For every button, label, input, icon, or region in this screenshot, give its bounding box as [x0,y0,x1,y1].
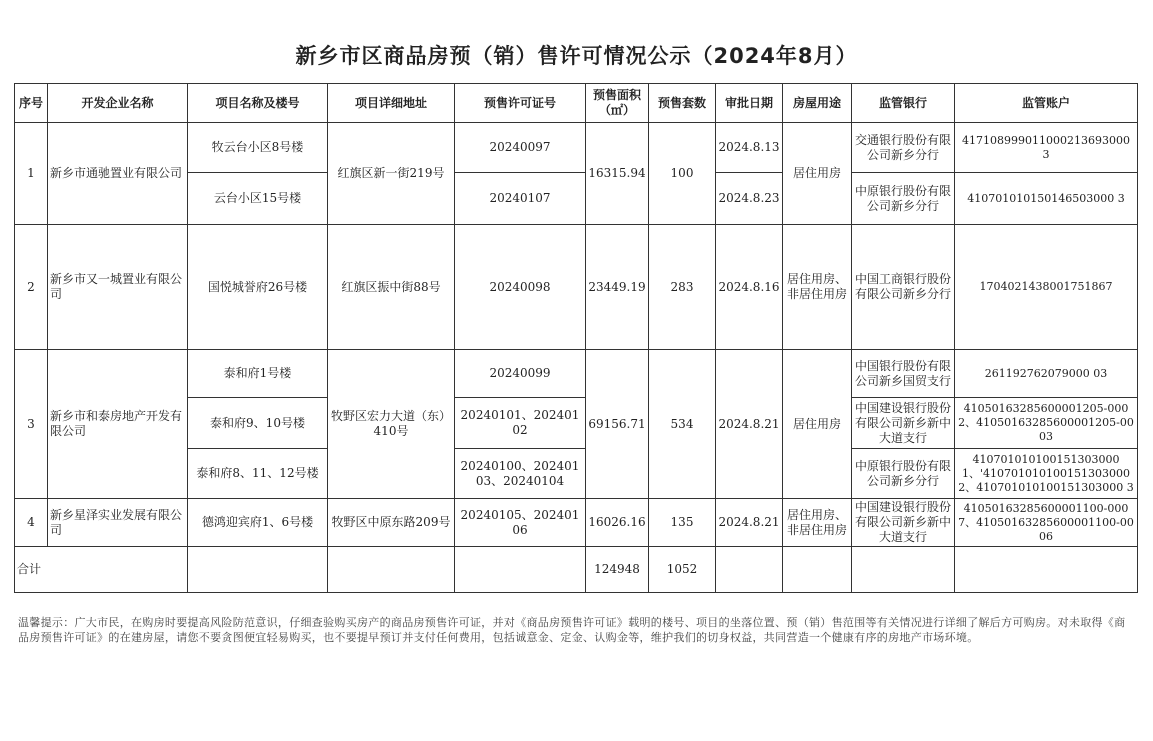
permit-cell: 20240099 [455,350,586,398]
notice-text: 温馨提示：广大市民，在购房时要提高风险防范意识，仔细查验购买房产的商品房预售许可证，并对《商品房预售许可证》载明的楼号、项目的坐落位置、预（销）售范围等有关情况进行详细了解后方可购房。对未取得《商品房预售许可证》的在建房屋，请您不要贪图便宜轻易购买，也不要提早预订并支付任何费用，包括诚意金、定金、认购金等，维护我们的切身权益，共同营造一个健康有序的房地产市场环境。 [18,616,1126,644]
account-cell: 261192762079000 03 [955,350,1138,398]
total-row [15,547,1138,593]
header-row [15,84,1138,123]
permit-table [14,83,1138,593]
permit-cell: 20240105、20240106 [455,499,586,547]
area-cell: 16026.16 [586,499,649,547]
date-cell: 2024.8.13 [716,123,783,173]
col-header-address: 项目详细地址 [328,84,455,123]
address-cell: 牧野区宏力大道（东）410号 [328,350,455,499]
permit-cell: 20240107 [455,173,586,225]
project-cell: 国悦城誉府26号楼 [188,225,328,350]
col-header-units: 预售套数 [649,84,716,123]
bank-cell: 中国工商银行股份有限公司新乡分行 [852,225,955,350]
permit-cell: 20240100、20240103、20240104 [455,449,586,499]
page-title: 新乡市区商品房预（销）售许可情况公示（2024年8月） [295,44,858,68]
table-row [15,499,1138,547]
usage-cell: 居住用房、非居住用房 [783,225,852,350]
usage-cell: 居住用房、非居住用房 [783,499,852,547]
col-header-account: 监管账户 [955,84,1138,123]
col-header-date: 审批日期 [716,84,783,123]
permit-cell: 20240097 [455,123,586,173]
total-area: 124948 [586,547,649,593]
account-cell: 417108999011000213693000 3 [955,123,1138,173]
total-units: 1052 [649,547,716,593]
project-cell: 云台小区15号楼 [188,173,328,225]
date-cell: 2024.8.23 [716,173,783,225]
area-cell: 23449.19 [586,225,649,350]
project-cell: 泰和府9、10号楼 [188,398,328,449]
col-header-permit: 预售许可证号 [455,84,586,123]
project-cell: 德鸿迎宾府1、6号楼 [188,499,328,547]
units-cell: 100 [649,123,716,225]
usage-cell: 居住用房 [783,123,852,225]
total-label: 合计 [15,547,188,593]
project-cell: 牧云台小区8号楼 [188,123,328,173]
account-cell: 41050163285600001205-0002、41050163285600001205-0003 [955,398,1138,449]
table-row [15,350,1138,398]
address-cell: 红旗区振中街88号 [328,225,455,350]
developer-cell: 新乡星泽实业发展有限公司 [48,499,188,547]
bank-cell: 中国建设银行股份有限公司新乡新中大道支行 [852,499,955,547]
account-cell: 410701010150146503000 3 [955,173,1138,225]
units-cell: 135 [649,499,716,547]
col-header-bank: 监管银行 [852,84,955,123]
col-header-seq: 序号 [15,84,48,123]
date-cell: 2024.8.21 [716,350,783,499]
units-cell: 534 [649,350,716,499]
area-cell: 16315.94 [586,123,649,225]
seq-cell: 1 [15,123,48,225]
area-cell: 69156.71 [586,350,649,499]
account-cell: 41050163285600001100-0007、41050163285600001100-0006 [955,499,1138,547]
bank-cell: 交通银行股份有限公司新乡分行 [852,123,955,173]
account-cell: 1704021438001751867 [955,225,1138,350]
seq-cell: 3 [15,350,48,499]
address-cell: 牧野区中原东路209号 [328,499,455,547]
col-header-usage: 房屋用途 [783,84,852,123]
developer-cell: 新乡市又一城置业有限公司 [48,225,188,350]
table-row [15,123,1138,173]
project-cell: 泰和府1号楼 [188,350,328,398]
units-cell: 283 [649,225,716,350]
bank-cell: 中原银行股份有限公司新乡分行 [852,449,955,499]
usage-cell: 居住用房 [783,350,852,499]
date-cell: 2024.8.16 [716,225,783,350]
seq-cell: 4 [15,499,48,547]
developer-cell: 新乡市通驰置业有限公司 [48,123,188,225]
address-cell: 红旗区新一街219号 [328,123,455,225]
col-header-area: 预售面积（㎡） [586,84,649,123]
permit-cell: 20240101、20240102 [455,398,586,449]
project-cell: 泰和府8、11、12号楼 [188,449,328,499]
col-header-project: 项目名称及楼号 [188,84,328,123]
table-row [15,225,1138,350]
bank-cell: 中国建设银行股份有限公司新乡新中大道支行 [852,398,955,449]
bank-cell: 中国银行股份有限公司新乡国贸支行 [852,350,955,398]
account-cell: 410701010100151303000 1、'410701010100151303000 2、410701010100151303000 3 [955,449,1138,499]
developer-cell: 新乡市和泰房地产开发有限公司 [48,350,188,499]
col-header-developer: 开发企业名称 [48,84,188,123]
seq-cell: 2 [15,225,48,350]
bank-cell: 中原银行股份有限公司新乡分行 [852,173,955,225]
permit-cell: 20240098 [455,225,586,350]
date-cell: 2024.8.21 [716,499,783,547]
